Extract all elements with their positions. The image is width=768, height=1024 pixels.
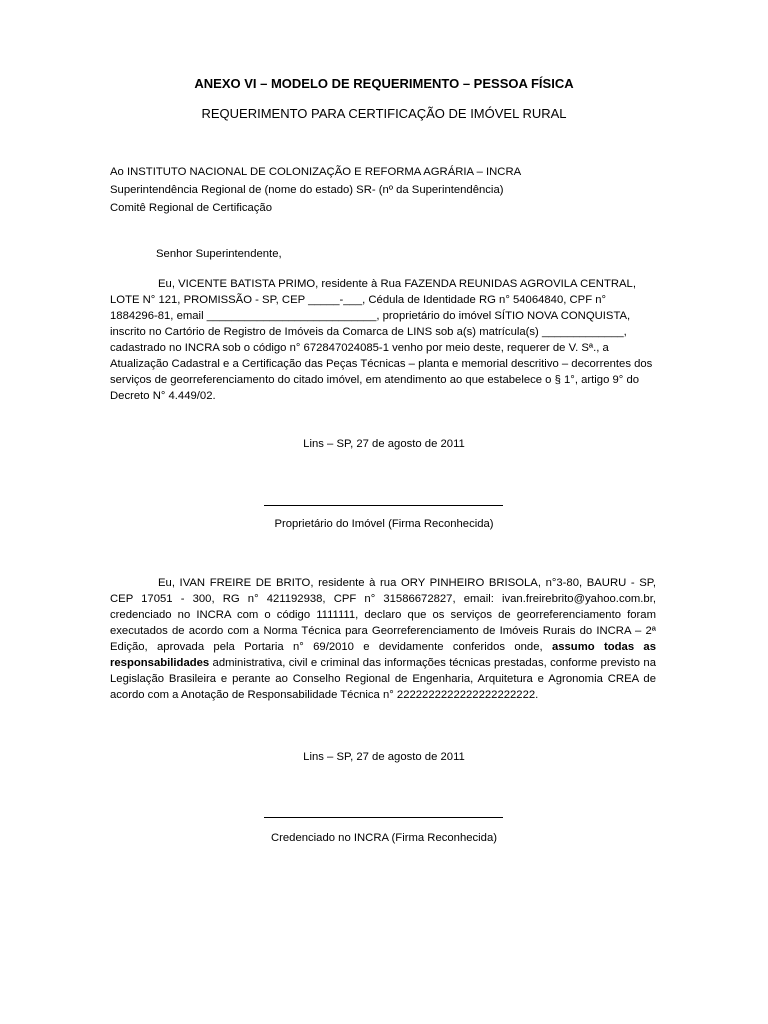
addressee-line-2: Superintendência Regional de (nome do estado) SR- (nº da Superintendência) — [110, 184, 504, 196]
accredited-signature-caption: Credenciado no INCRA (Firma Reconhecida) — [270, 832, 498, 844]
owner-signature-caption: Proprietário do Imóvel (Firma Reconhecida) — [274, 518, 494, 530]
owner-request-paragraph: Eu, VICENTE BATISTA PRIMO, residente à Rua FAZENDA REUNIDAS AGROVILA CENTRAL, LOTE N° 121, PROMISSÃO - SP, CEP _____-___, Cédula de Identidade RG n° 54064840, CPF n° 1884296-81, email ___________________________, proprietário do imóvel SÍTIO NOVA CONQUISTA, inscrito no Cartório de Registro de Imóveis da Comarca de LINS sob a(s) matrícula(s) _____________, cadastrado no INCRA sob o código n° 672847024085-1 venho por meio deste, requerer de V. Sª., a Atualização Cadastral e a Certificação das Peças Técnicas – planta e memorial descritivo – decorrentes dos serviços de georreferenciamento do citado imóvel, em atendimento ao que estabelece o § 1°, artigo 9° do Decreto N° 4.449/02. — [110, 278, 653, 402]
document-title: ANEXO VI – MODELO DE REQUERIMENTO – PESSOA FÍSICA — [194, 76, 574, 91]
accredited-signature-line — [264, 817, 503, 818]
addressee-line-3: Comitê Regional de Certificação — [110, 202, 273, 214]
accredited-declaration-paragraph — [110, 575, 656, 703]
declaration-text-part-2: administrativa, civil e criminal das informações técnicas prestadas, conforme previsto na Legislação Brasileira e perante ao Conselho Regional de Engenharia, Arquitetura e Agronomia CREA de acordo com a Anotação de Responsabilidade Técnica n° 2222222222222222222222. — [110, 657, 656, 701]
place-date-accredited: Lins – SP, 27 de agosto de 2011 — [303, 751, 465, 763]
place-date-owner: Lins – SP, 27 de agosto de 2011 — [303, 438, 465, 450]
document-subtitle: REQUERIMENTO PARA CERTIFICAÇÃO DE IMÓVEL RURAL — [201, 106, 567, 121]
addressee-line-1: Ao INSTITUTO NACIONAL DE COLONIZAÇÃO E REFORMA AGRÁRIA – INCRA — [110, 166, 522, 178]
declaration-text-part-1: Eu, IVAN FREIRE DE BRITO, residente à rua ORY PINHEIRO BRISOLA, n°3-80, BAURU - SP, CEP 17051 - 300, RG n° 421192938, CPF n° 31586672827, email: ivan.freirebrito@yahoo.com.br, credenciado no INCRA com o código 1111111, declaro que os serviços de georreferenciamento foram executados de acordo com a Norma Técnica para Georreferenciamento de Imóveis Rurais do INCRA – 2ª Edição, aprovada pela Portaria n° 69/2010 e devidamente conferidos onde, — [110, 577, 656, 653]
greeting: Senhor Superintendente, — [156, 248, 282, 260]
owner-signature-line — [264, 505, 503, 506]
declaration-bold-text: assumo todas as responsabilidades — [110, 641, 656, 669]
